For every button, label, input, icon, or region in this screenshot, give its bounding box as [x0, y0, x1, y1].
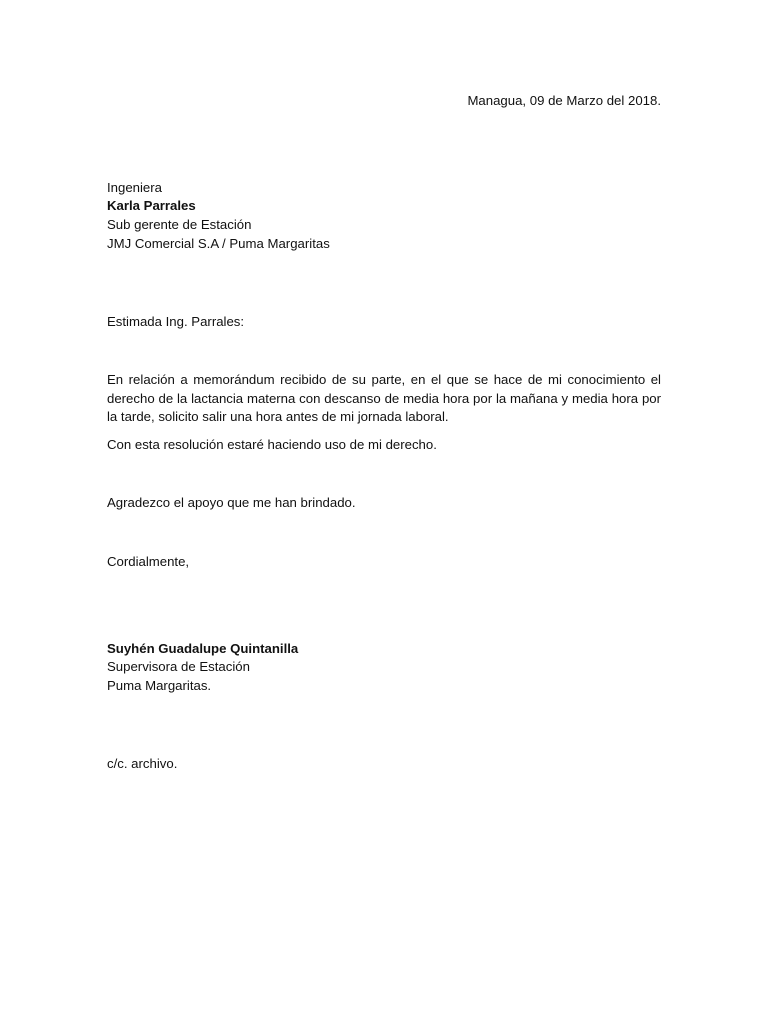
recipient-title: Ingeniera	[107, 180, 162, 195]
body-paragraph-2: Con esta resolución estaré haciendo uso de mi derecho.	[107, 437, 437, 452]
recipient-name: Karla Parrales	[107, 198, 196, 213]
thanks-line: Agradezco el apoyo que me han brindado.	[107, 495, 356, 510]
recipient-position: Sub gerente de Estación	[107, 217, 252, 232]
letter-date: Managua, 09 de Marzo del 2018.	[467, 93, 661, 108]
sender-company: Puma Margaritas.	[107, 678, 212, 693]
closing: Cordialmente,	[107, 554, 190, 569]
sender-name: Suyhén Guadalupe Quintanilla	[107, 641, 299, 656]
sender-position: Supervisora de Estación	[107, 659, 250, 674]
salutation: Estimada Ing. Parrales:	[107, 314, 245, 329]
recipient-company: JMJ Comercial S.A / Puma Margaritas	[107, 236, 330, 251]
cc-line: c/c. archivo.	[107, 756, 178, 771]
body-paragraph-1: En relación a memorándum recibido de su parte, en el que se hace de mi conocimiento el derecho de la lactancia materna con descanso de media hora por la mañana y media hora por la tarde, solicito salir una hora antes de mi jornada laboral.	[107, 372, 661, 424]
